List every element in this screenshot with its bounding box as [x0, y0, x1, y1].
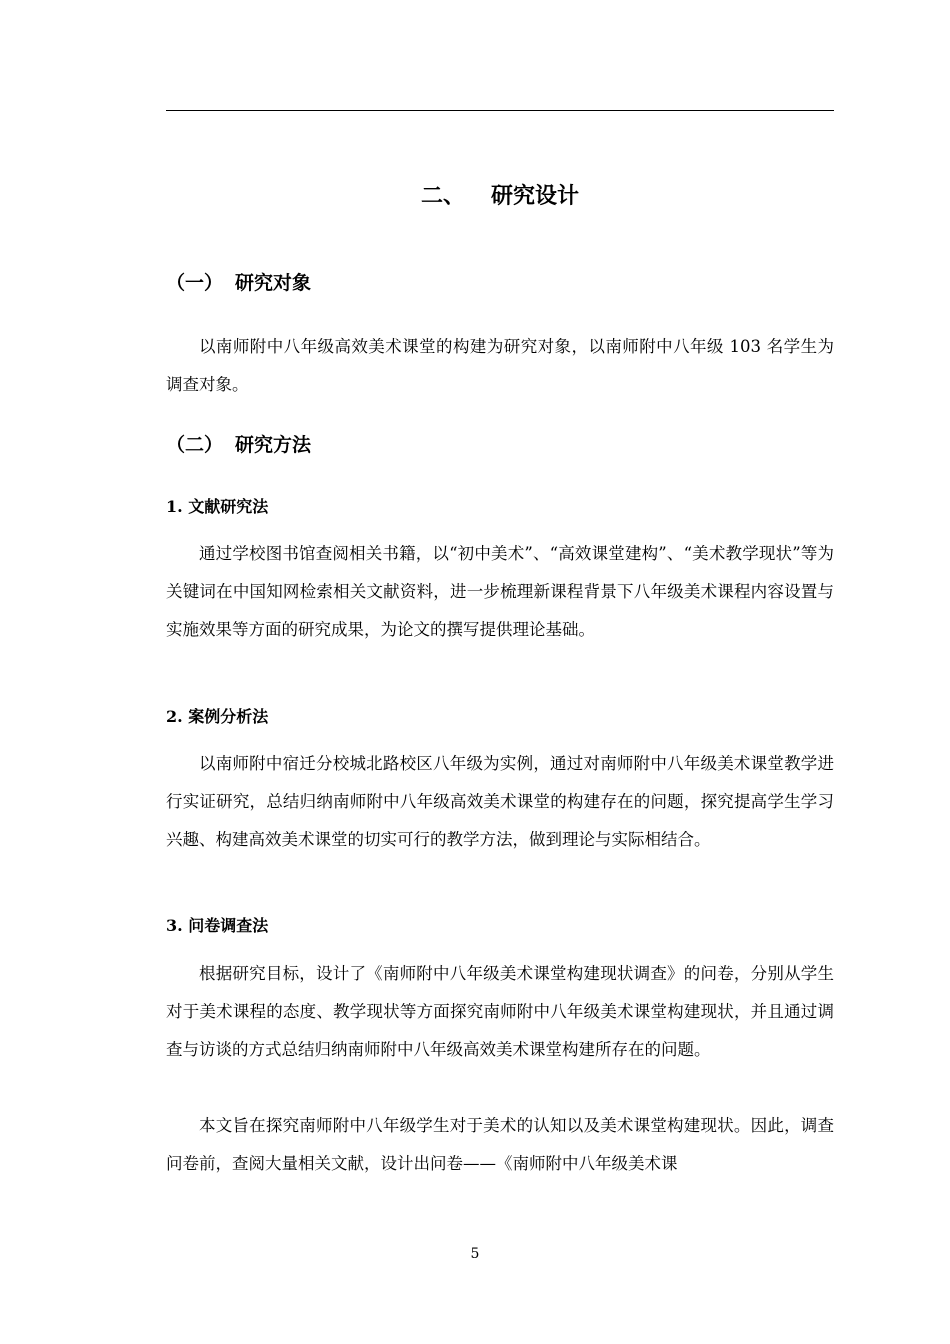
section-title-text: 研究对象 [235, 272, 312, 294]
section-number: （一） [166, 272, 224, 294]
subtitle-case-analysis-method: 2. 案例分析法 [166, 707, 269, 726]
paragraph-case-analysis-method: 以南师附中宿迁分校城北路校区八年级为实例，通过对南师附中八年级美术课堂教学进行实证研究，总结归纳南师附中八年级高效美术课堂的构建存在的问题，探究提高学生学习兴趣、构建高效美术课堂的切实可行的教学方法，做到理论与实际相结合。 [166, 754, 834, 849]
chapter-title-text: 研究设计 [491, 184, 580, 209]
page-number: 5 [470, 1246, 480, 1262]
paragraph-questionnaire-design: 本文旨在探究南师附中八年级学生对于美术的认知以及美术课堂构建现状。因此，调查问卷前，查阅大量相关文献，设计出问卷——《南师附中八年级美术课 [166, 1116, 834, 1173]
chapter-number: 二、 [420, 184, 465, 209]
subtitle-questionnaire-method: 3. 问卷调查法 [166, 916, 269, 935]
paragraph-literature-method: 通过学校图书馆查阅相关书籍，以“初中美术”、“高效课堂建构”、“美术教学现状”等为关键词在中国知网检索相关文献资料，进一步梳理新课程背景下八年级美术课程内容设置与实施效果等方面的研究成果，为论文的撰写提供理论基础。 [166, 544, 834, 639]
header-rule [166, 110, 834, 111]
section-title-text: 研究方法 [235, 434, 312, 456]
section-number: （二） [166, 434, 224, 456]
paragraph-research-object: 以南师附中八年级高效美术课堂的构建为研究对象，以南师附中八年级 103 名学生为调查对象。 [166, 337, 834, 394]
chapter-title [166, 180, 834, 214]
section-title-research-method [166, 430, 311, 460]
section-title-research-object [166, 268, 311, 298]
paragraph-questionnaire-method: 根据研究目标，设计了《南师附中八年级美术课堂构建现状调查》的问卷，分别从学生对于美术课程的态度、教学现状等方面探究南师附中八年级美术课堂构建现状，并且通过调查与访谈的方式总结归纳南师附中八年级高效美术课堂构建所存在的问题。 [166, 964, 834, 1059]
subtitle-literature-method: 1. 文献研究法 [166, 497, 269, 516]
